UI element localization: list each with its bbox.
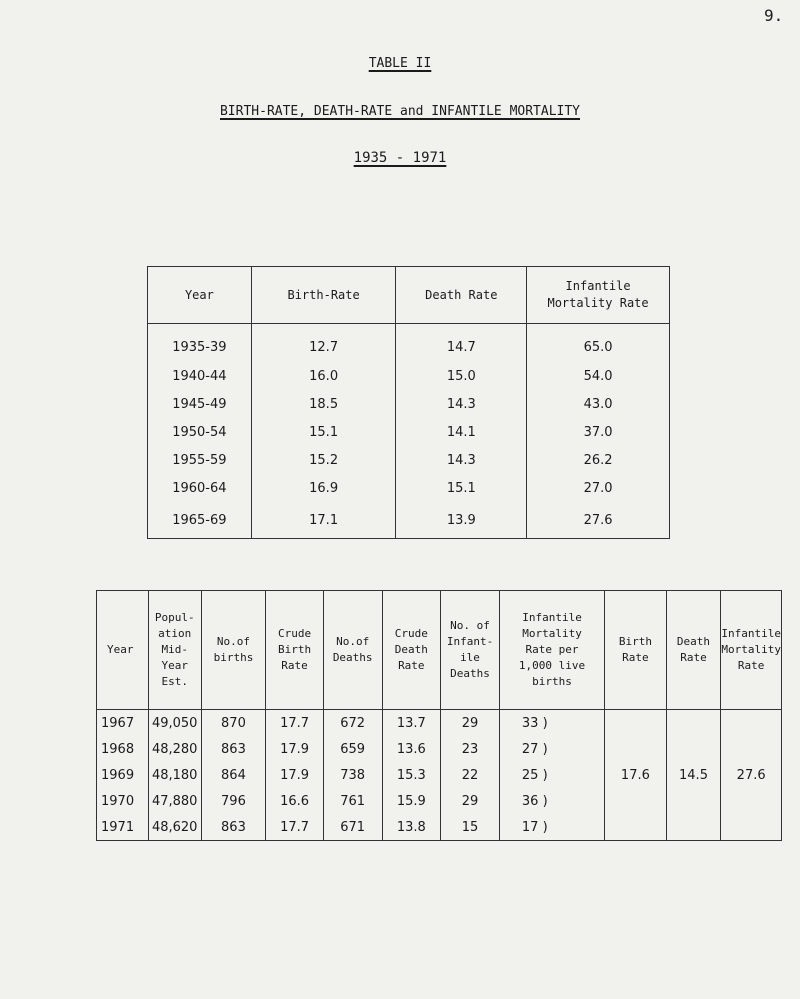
table-row [148, 324, 670, 363]
year-cell: 1955-59 [148, 446, 252, 474]
infant-rate-cell: 25 ) [499, 762, 604, 788]
crude-birth-cell: 17.7 [266, 710, 324, 737]
death-rate-cell: 15.0 [396, 362, 527, 390]
death-rate-cell: 14.7 [396, 324, 527, 363]
header-line: Rate [622, 651, 649, 664]
infantile-mortality-cell: 37.0 [527, 418, 670, 446]
header-crude-death-rate [382, 591, 441, 710]
header-line: Death [676, 635, 711, 648]
header-line: Mid- [161, 643, 188, 656]
table-row [148, 474, 670, 502]
infantile-mortality-cell: 43.0 [527, 390, 670, 418]
header-line: No.of [336, 635, 370, 648]
header-line: Rate per [525, 643, 579, 656]
births-cell: 863 [201, 814, 266, 841]
header-line: Year [161, 659, 188, 672]
year-cell: 1969 [97, 762, 149, 788]
crude-death-cell: 13.8 [382, 814, 441, 841]
death-rate-cell: 13.9 [396, 502, 527, 539]
infant-rate-cell: 27 ) [499, 736, 604, 762]
header-line: Rate [737, 659, 765, 672]
year-cell: 1945-49 [148, 390, 252, 418]
year-cell: 1935-39 [148, 324, 252, 363]
infant-rate-cell: 17 ) [499, 814, 604, 841]
header-line: Popul- [154, 611, 195, 624]
header-line: ile [460, 651, 480, 664]
header-line: Rate [398, 659, 425, 672]
table-subtitle: BIRTH-RATE, DEATH-RATE and INFANTILE MORTALITY [219, 104, 581, 119]
births-cell: 796 [201, 788, 266, 814]
year-cell: 1950-54 [148, 418, 252, 446]
header-line: Crude [394, 627, 428, 640]
header-line: Mortality [721, 643, 781, 656]
crude-death-cell: 13.6 [382, 736, 441, 762]
header-year: Year [148, 267, 252, 324]
infantile-mortality-cell: 54.0 [527, 362, 670, 390]
header-line: Mortality [522, 627, 582, 640]
death-rate-cell: 14.3 [396, 446, 527, 474]
birth-rate-cell: 16.9 [251, 474, 396, 502]
year-cell: 1970 [97, 788, 149, 814]
infantile-mortality-cell: 27.6 [527, 502, 670, 539]
deaths-cell: 671 [323, 814, 382, 841]
header-line: Rate [680, 651, 707, 664]
header-year: Year [97, 591, 149, 710]
death-rate-cell: 14.3 [396, 390, 527, 418]
births-cell: 863 [201, 736, 266, 762]
header-line: No. of [450, 619, 490, 632]
header-line: Deaths [450, 667, 490, 680]
infant-rate-cell: 33 ) [499, 710, 604, 737]
page-number: 9. [764, 6, 784, 25]
header-infant-deaths [441, 591, 500, 710]
header-line: ation [158, 627, 192, 640]
header-line: Est. [161, 675, 188, 688]
header-line: Infantile [522, 611, 582, 624]
header-birth-rate [605, 591, 667, 710]
header-line: No.of [216, 635, 251, 648]
table-title: TABLE II [368, 56, 432, 71]
population-cell: 48,620 [148, 814, 201, 841]
births-cell: 864 [201, 762, 266, 788]
header-birth-rate: Birth-Rate [251, 267, 396, 324]
year-cell: 1968 [97, 736, 149, 762]
annual-statistics-table [96, 590, 782, 841]
table-row [148, 362, 670, 390]
population-cell: 47,880 [148, 788, 201, 814]
population-cell: 49,050 [148, 710, 201, 737]
header-line: Birth [277, 643, 312, 656]
header-line: births [532, 675, 572, 688]
year-cell: 1940-44 [148, 362, 252, 390]
population-cell: 48,180 [148, 762, 201, 788]
header-line: 1,000 live [518, 659, 586, 672]
deaths-cell: 761 [323, 788, 382, 814]
header-births [201, 591, 266, 710]
crude-death-cell: 15.3 [382, 762, 441, 788]
crude-birth-cell: 17.7 [266, 814, 324, 841]
table-row [148, 418, 670, 446]
table-row [148, 502, 670, 539]
header-line: Birth [618, 635, 652, 648]
crude-birth-cell: 17.9 [266, 762, 324, 788]
birth-rate-cell: 15.2 [251, 446, 396, 474]
five-year-rates-table [147, 266, 670, 539]
birth-rate-cell: 18.5 [251, 390, 396, 418]
population-cell: 48,280 [148, 736, 201, 762]
header-death-rate: Death Rate [396, 267, 527, 324]
year-cell: 1967 [97, 710, 149, 737]
header-line: Deaths [332, 651, 373, 664]
infantile-mortality-cell: 26.2 [527, 446, 670, 474]
infant-deaths-cell: 15 [441, 814, 500, 841]
year-cell: 1965-69 [148, 502, 252, 539]
header-crude-birth-rate [266, 591, 324, 710]
header-infantile-mortality-rate [721, 591, 782, 710]
header-infant-mortality-per-1000 [499, 591, 604, 710]
table-row [148, 390, 670, 418]
crude-birth-cell: 17.9 [266, 736, 324, 762]
infantile-mortality-cell: 65.0 [527, 324, 670, 363]
header-deaths [323, 591, 382, 710]
header-death-rate [666, 591, 721, 710]
header-line: Infantile [721, 627, 781, 640]
crude-death-cell: 15.9 [382, 788, 441, 814]
infant-deaths-cell: 22 [441, 762, 500, 788]
year-cell: 1971 [97, 814, 149, 841]
average-infantile-mortality-cell: 27.6 [721, 710, 782, 841]
crude-death-cell: 13.7 [382, 710, 441, 737]
average-birth-rate-cell: 17.6 [605, 710, 667, 841]
average-death-rate-cell: 14.5 [666, 710, 721, 841]
table-row [97, 710, 782, 737]
deaths-cell: 659 [323, 736, 382, 762]
death-rate-cell: 15.1 [396, 474, 527, 502]
header-line: Infant- [446, 635, 494, 648]
infantile-mortality-cell: 27.0 [527, 474, 670, 502]
period-heading: 1935 - 1971 [353, 150, 447, 166]
birth-rate-cell: 17.1 [251, 502, 396, 539]
header-line: Death [394, 643, 428, 656]
header-infantile-mortality-rate: Infantile Mortality Rate [527, 267, 670, 324]
header-line: births [213, 651, 254, 664]
infant-deaths-cell: 23 [441, 736, 500, 762]
header-population [148, 591, 201, 710]
year-cell: 1960-64 [148, 474, 252, 502]
header-line: Crude [277, 627, 312, 640]
table-row [148, 446, 670, 474]
births-cell: 870 [201, 710, 266, 737]
deaths-cell: 738 [323, 762, 382, 788]
deaths-cell: 672 [323, 710, 382, 737]
birth-rate-cell: 12.7 [251, 324, 396, 363]
header-line: Rate [281, 659, 308, 672]
birth-rate-cell: 15.1 [251, 418, 396, 446]
infant-deaths-cell: 29 [441, 788, 500, 814]
birth-rate-cell: 16.0 [251, 362, 396, 390]
crude-birth-cell: 16.6 [266, 788, 324, 814]
infant-rate-cell: 36 ) [499, 788, 604, 814]
death-rate-cell: 14.1 [396, 418, 527, 446]
infant-deaths-cell: 29 [441, 710, 500, 737]
